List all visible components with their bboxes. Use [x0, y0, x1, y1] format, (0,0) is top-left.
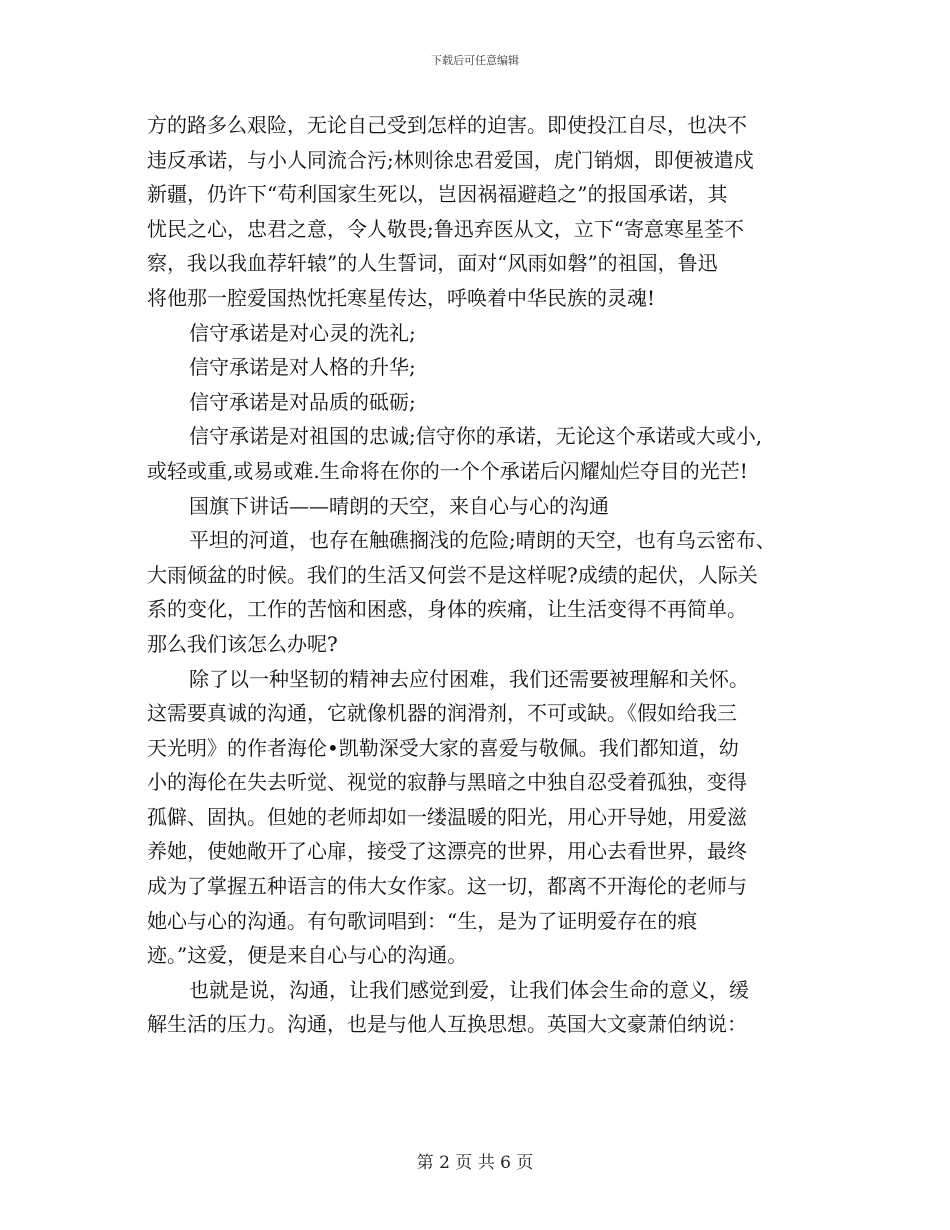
text-line: 解生活的压力。沟通，也是与他人互换思想。英国大文豪萧伯纳说： [147, 1012, 747, 1037]
text-line: 察，我以我血荐轩辕”的人生誓词，面对“风雨如磐”的祖国，鲁迅 [147, 251, 718, 276]
text-line: 孤僻、固执。但她的老师却如一缕温暖的阳光，用心开导她，用爱滋 [147, 804, 747, 829]
text-line: 成为了掌握五种语言的伟大女作家。这一切，都离不开海伦的老师与 [147, 874, 747, 899]
text-line: 这需要真诚的沟通，它就像机器的润滑剂，不可或缺。《假如给我三 [147, 701, 737, 726]
text-line: 信守承诺是对祖国的忠诚;信守你的承诺，无论这个承诺或大或小, [189, 424, 763, 449]
text-line: 迹。”这爱，便是来自心与心的沟通。 [147, 943, 468, 968]
text-line: 大雨倾盆的时候。我们的生活又何尝不是这样呢?成绩的起伏，人际关 [147, 562, 758, 587]
text-line: 小的海伦在失去听觉、视觉的寂静与黑暗之中独自忍受着孤独，变得 [147, 770, 747, 795]
text-line: 违反承诺，与小人同流合污;林则徐忠君爱国，虎门销烟，即便被遣戍 [147, 147, 754, 172]
text-line: 平坦的河道，也存在触礁搁浅的危险;晴朗的天空，也有乌云密布、 [189, 528, 776, 553]
text-line: 信守承诺是对品质的砥砺; [189, 389, 416, 414]
text-line: 除了以一种坚韧的精神去应付困难，我们还需要被理解和关怀。 [189, 666, 749, 691]
text-line: 系的变化，工作的苦恼和困惑，身体的疾痛，让生活变得不再简单。 [147, 597, 747, 622]
text-line: 方的路多么艰险，无论自己受到怎样的迫害。即使投江自尽，也决不 [147, 113, 747, 137]
text-line: 也就是说，沟通，让我们感觉到爱，让我们体会生命的意义，缓 [189, 977, 749, 1002]
text-line: 将他那一腔爱国热忱托寒星传达，呼唤着中华民族的灵魂! [147, 285, 656, 310]
text-line: 她心与心的沟通。有句歌词唱到：“生，是为了证明爱存在的痕 [147, 908, 698, 933]
section-heading: 国旗下讲话——晴朗的天空，来自心与心的沟通 [189, 493, 609, 518]
document-body [147, 108, 827, 1042]
page-footer: 第 2 页 共 6 页 [416, 1153, 534, 1173]
page-header: 下载后可任意编辑 [431, 54, 519, 67]
text-line: 忧民之心，忠君之意，令人敬畏;鲁迅弃医从文，立下“寄意寒星荃不 [147, 216, 744, 241]
text-line: 养她，使她敞开了心扉，接受了这漂亮的世界，用心去看世界，最终 [147, 839, 747, 864]
text-line: 那么我们该怎么办呢? [147, 631, 338, 656]
text-line: 信守承诺是对人格的升华; [189, 355, 416, 380]
text-line: 新疆，仍许下“苟利国家生死以，岂因祸福避趋之”的报国承诺，其 [147, 182, 728, 207]
text-line: 信守承诺是对心灵的洗礼; [189, 320, 416, 345]
text-line: 天光明》的作者海伦•凯勒深受大家的喜爱与敬佩。我们都知道，幼 [147, 735, 739, 760]
text-line: 或轻或重,或易或难.生命将在你的一个个承诺后闪耀灿烂夺目的光芒! [147, 458, 748, 483]
